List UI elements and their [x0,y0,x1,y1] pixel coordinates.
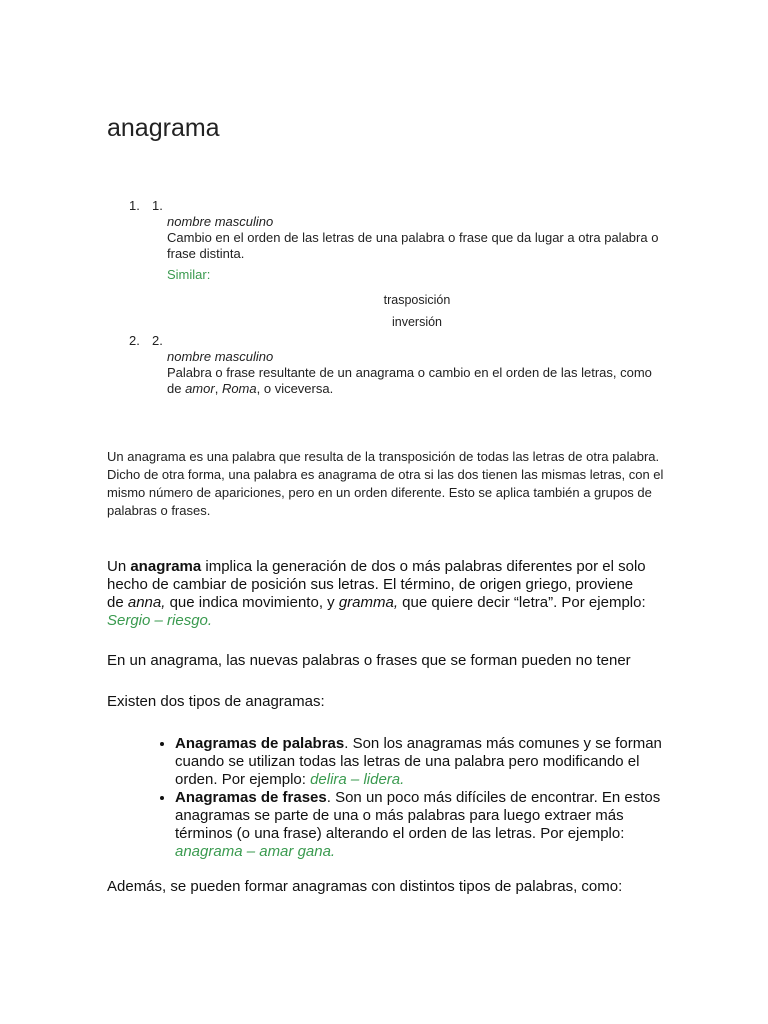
text: Un [107,558,131,575]
list-item [175,735,675,789]
similar-label: Similar: [167,267,211,282]
list-item [175,789,675,861]
definition-number-inner: 2. [152,333,163,348]
synonym-item[interactable]: inversión [391,315,443,329]
definition-1 [107,198,667,333]
example-word: Roma [221,381,257,396]
paragraph-new-words: En un anagrama, las nuevas palabras o frases que se forman pueden no tener [107,652,631,669]
paragraph-types-intro: Existen dos tipos de anagramas: [107,693,325,710]
definition-text-part: , o viceversa. [256,381,334,396]
text: que quiere decir “letra”. Por ejemplo: [398,594,646,611]
definitions-list [107,198,667,397]
paragraph-anagrama-definition [107,558,652,630]
example-word: amor [185,381,215,396]
bold-term: anagrama [130,558,202,575]
text: que indica movimiento, y [165,594,339,611]
separator: , [214,381,222,396]
definition-number-inner: 1. [152,198,163,213]
definition-type: nombre masculino [167,214,274,229]
synonym-list [167,289,667,333]
italic-term: gramma, [338,594,399,611]
definition-text [167,365,667,397]
bold-term: Anagramas de palabras [175,735,345,752]
definition-number-outer: 1. [129,198,140,213]
definition-body [167,198,667,333]
example-link[interactable]: anagrama – amar gana. [175,843,336,860]
synonym-item[interactable]: trasposición [383,293,451,307]
page-title: anagrama [107,114,220,142]
example-link[interactable]: Sergio – riesgo. [107,612,213,629]
text: . Son los anagramas más comunes y se forman cuando se utilizan todas las letras de una palabra pero modificando el orden. Por ejemplo: [175,735,662,788]
example-link[interactable]: delira – lidera. [310,771,405,788]
definition-text-part: Palabra o frase resultante de un anagrama o cambio en el orden de las letras, como de [167,365,652,396]
bold-term: Anagramas de frases [175,789,327,806]
text: . Son un poco más difíciles de encontrar. En estos anagramas se parte de una o más palabras para luego extraer más términos (o una frase) alterando el orden de las letras. Por ejemplo: [175,789,661,842]
italic-term: anna, [127,594,166,611]
definition-number-outer: 2. [129,333,140,348]
definition-2 [107,333,667,397]
anagram-types-list [150,735,675,861]
text: implica la generación de dos o más palabras diferentes por el solo hecho de cambiar de posición sus letras. El término, de origen griego, proviene de [107,558,646,611]
intro-paragraph: Un anagrama es una palabra que resulta de la transposición de todas las letras de otra palabra. Dicho de otra forma, una palabra es anagrama de otra si las dos tienen las mismas letras, con el mismo número de apariciones, pero en un orden diferente. Esto se aplica también a grupos de palabras o frases. [107,449,664,518]
paragraph-word-types: Además, se pueden formar anagramas con distintos tipos de palabras, como: [107,878,623,895]
definition-body [167,333,667,397]
definition-text: Cambio en el orden de las letras de una palabra o frase que da lugar a otra palabra o frase distinta. [167,230,659,261]
definition-type: nombre masculino [167,349,274,364]
